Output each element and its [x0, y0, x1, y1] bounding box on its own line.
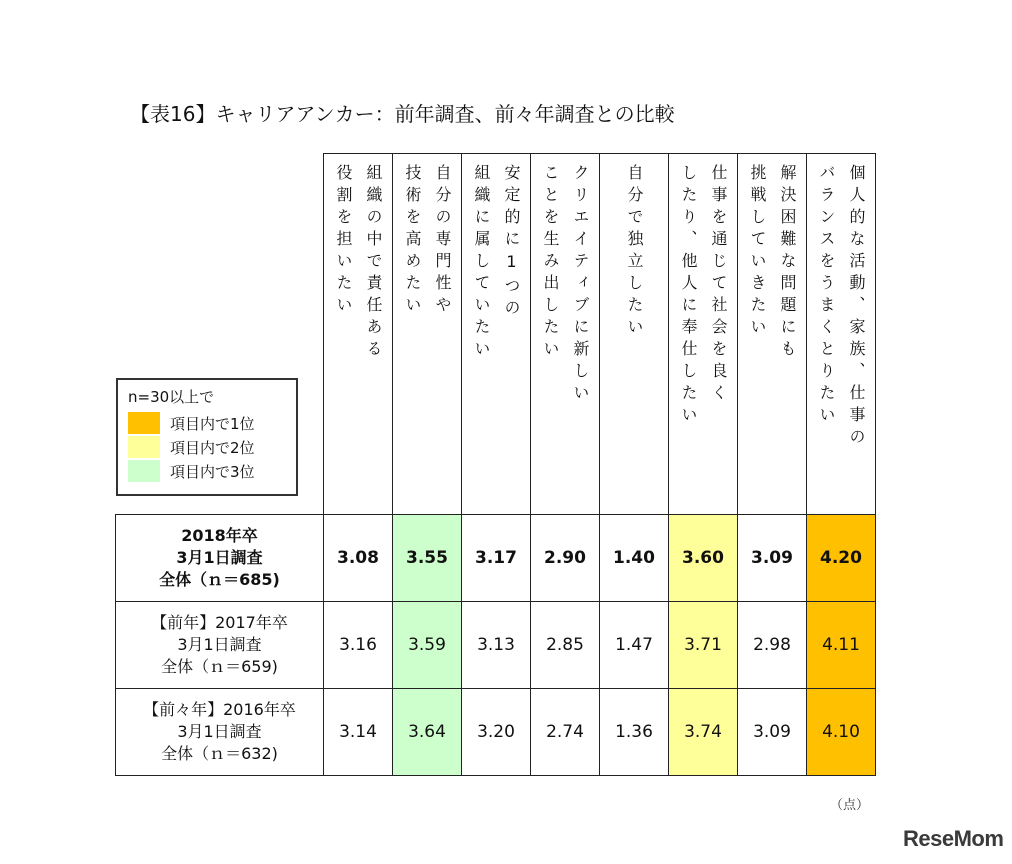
- resemom-logo: ReseMom: [903, 826, 1004, 851]
- value-cell: 3.14: [324, 689, 393, 776]
- value-cell: 3.60: [669, 515, 738, 602]
- column-header: [324, 154, 393, 515]
- legend-swatch: [128, 412, 160, 434]
- legend-item: [128, 435, 286, 459]
- value-cell: 3.64: [393, 689, 462, 776]
- value-cell: 3.20: [462, 689, 531, 776]
- value-cell: 1.36: [600, 689, 669, 776]
- column-header-label: 個人的な活動、家族、仕事の バランスをうまくとりたい: [817, 164, 866, 450]
- row-label: 【前年】2017年卒 3月1日調査 全体（ｎ＝659): [116, 602, 324, 689]
- table-row: [116, 602, 876, 689]
- column-header-label: クリエイティブに新しい ことを生み出したい: [541, 164, 590, 406]
- column-header-label: 自分の専門性や 技術を高めたい: [403, 164, 452, 318]
- legend-label: 項目内で3位: [170, 462, 255, 481]
- value-cell: 3.09: [738, 689, 807, 776]
- legend-item: [128, 411, 286, 435]
- value-cell: 3.71: [669, 602, 738, 689]
- column-header-label: 自分で独立したい: [625, 164, 644, 340]
- value-cell: 2.98: [738, 602, 807, 689]
- table-row: [116, 515, 876, 602]
- value-cell: 1.47: [600, 602, 669, 689]
- value-cell: 3.74: [669, 689, 738, 776]
- row-label: 2018年卒 3月1日調査 全体（ｎ＝685): [116, 515, 324, 602]
- column-header-label: 解決困難な問題にも 挑戦していきたい: [748, 164, 797, 362]
- table-row: [116, 689, 876, 776]
- column-header-label: 組織の中で責任ある 役割を担いたい: [334, 164, 383, 362]
- value-cell: 2.74: [531, 689, 600, 776]
- column-header: [738, 154, 807, 515]
- column-header: [600, 154, 669, 515]
- value-cell: 3.13: [462, 602, 531, 689]
- column-header: [531, 154, 600, 515]
- unit-label: （点）: [830, 798, 870, 813]
- value-cell: 2.85: [531, 602, 600, 689]
- column-header: [462, 154, 531, 515]
- row-label: 【前々年】2016年卒 3月1日調査 全体（ｎ＝632): [116, 689, 324, 776]
- value-cell: 3.59: [393, 602, 462, 689]
- column-header-label: 仕事を通じて社会を良く したり、他人に奉仕したい: [679, 164, 728, 428]
- legend-label: 項目内で1位: [170, 414, 255, 433]
- value-cell: 1.40: [600, 515, 669, 602]
- chart-title: 【表16】キャリアアンカー：前年調査、前々年調査との比較: [130, 102, 675, 126]
- value-cell: 3.16: [324, 602, 393, 689]
- column-header: [393, 154, 462, 515]
- legend-item: [128, 459, 286, 483]
- value-cell: 3.09: [738, 515, 807, 602]
- legend-label: 項目内で2位: [170, 438, 255, 457]
- value-cell: 3.55: [393, 515, 462, 602]
- value-cell: 4.10: [807, 689, 876, 776]
- column-header-label: 安定的に1つの 組織に属していたい: [472, 164, 521, 362]
- legend: [116, 378, 298, 496]
- legend-swatch: [128, 460, 160, 482]
- value-cell: 4.11: [807, 602, 876, 689]
- legend-swatch: [128, 436, 160, 458]
- column-header: [807, 154, 876, 515]
- value-cell: 2.90: [531, 515, 600, 602]
- value-cell: 3.08: [324, 515, 393, 602]
- value-cell: 3.17: [462, 515, 531, 602]
- value-cell: 4.20: [807, 515, 876, 602]
- column-header: [669, 154, 738, 515]
- legend-caption: n=30以上で: [128, 388, 215, 406]
